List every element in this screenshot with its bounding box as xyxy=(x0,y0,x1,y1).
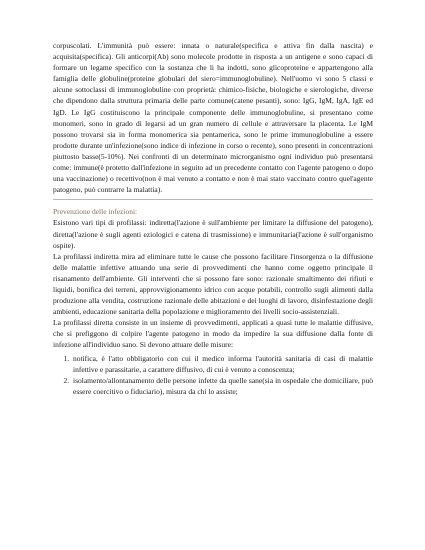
measures-list xyxy=(53,353,373,397)
section-heading: Prevenzione delle infezioni: xyxy=(53,207,138,217)
paragraph-direct-prophylaxis: La profilassi diretta consiste in un insieme di provvedimenti, applicati a quasi tutte le malattie diffusive, che si prefiggono di colpire l'agente patogeno in modo da impedire la sua diffusione dalla fonte di infezione all'individuo sano. Si devono attuare delle misure: xyxy=(53,318,373,350)
document-body xyxy=(53,40,373,397)
paragraph-prophylaxis-types: Esistono vari tipi di profilassi: indiretta(l'azione è sull'ambiente per limitare la diffusione del patogeno), diretta(l'azione è sugli agenti eziologici e catena di trasmissione) e immunitaria(l'azione è sull'organismo ospite). xyxy=(53,218,373,250)
section-divider xyxy=(53,199,373,200)
list-item: 2. isolamento/allontanamento delle persone infette da quelle sane(sia in ospedale che domiciliare, può essere coercitivo o fiduciario), misura da chi lo assiste; xyxy=(71,375,373,397)
paragraph-indirect-prophylaxis: La profilassi indiretta mira ad eliminare tutte le cause che possono facilitare l'insorgenza o la diffusione delle malattie infettive attuando una serie di provvedimenti che hanno come oggetto principale il risanamento dell'ambiente. Gli interventi che si possono fare sono: razionale smaltimento dei rifiuti e liquidi, bonifica dei terreni, approvvigionamento idrico con acque potabili, controllo sugli alimenti dalla produzione alla vendita, costruzione razionale delle abitazioni e dei luoghi di lavoro, disinfestazione degli ambienti, educazione sanitaria della popolazione e miglioramento dei livelli socio-assistenziali. xyxy=(53,251,373,317)
list-item: 1. notifica, è l'atto obbligatorio con cui il medico informa l'autorità sanitaria di casi di malattie infettive e parassitarie, a carattere diffusivo, di cui è venuto a conoscenza; xyxy=(71,353,373,375)
paragraph-immunity: corpuscolati. L'immunità può essere: innata o naturale(specifica e attiva fin dalla nascita) e acquisita(specifica). Gli anticorpi(Ab) sono molecole prodotte in risposta a un antigene e sono capaci di formare un legame specifico con la sostanza che li ha indotti, sono glicoproteine e appartengono alla famiglia delle globuline(proteine globulari del siero=immunoglobuline). Nell'uomo vi sono 5 classi e alcune sottoclassi di immunoglobuline con proprietà: chimico-fisiche, biologiche e sierologiche, diverse che dipendono dalla struttura primaria delle parte comune(catene pesanti), sono: IgG, IgM, IgA, IgE ed IgD. Le IgG costituiscono la principale componente delle immunoglobuline, si presentano come monomeri, sono in grado di legarsi ad un gran numero di cellule e attraversare la placenta. Le IgM possono trovarsi sia in forma monomerica sia pentamerica, sono le prime immunoglobuline a essere prodotte durante un'infezione(sono indice di infezione in corso o recente), sono presenti in concentrazioni piuttosto basse(5-10%). Nei confronti di un determinato microrganismo ogni individuo può presentarsi come: immune(è protetto dall'infezione in seguito ad un precedente contatto con l'agente patogeno o dopo una vaccinazione) o recettivo(non è mai venuto a contatto e non è mai stato vaccinato contro quel'agente patogeno, può contrarre la malattia). xyxy=(53,41,373,195)
